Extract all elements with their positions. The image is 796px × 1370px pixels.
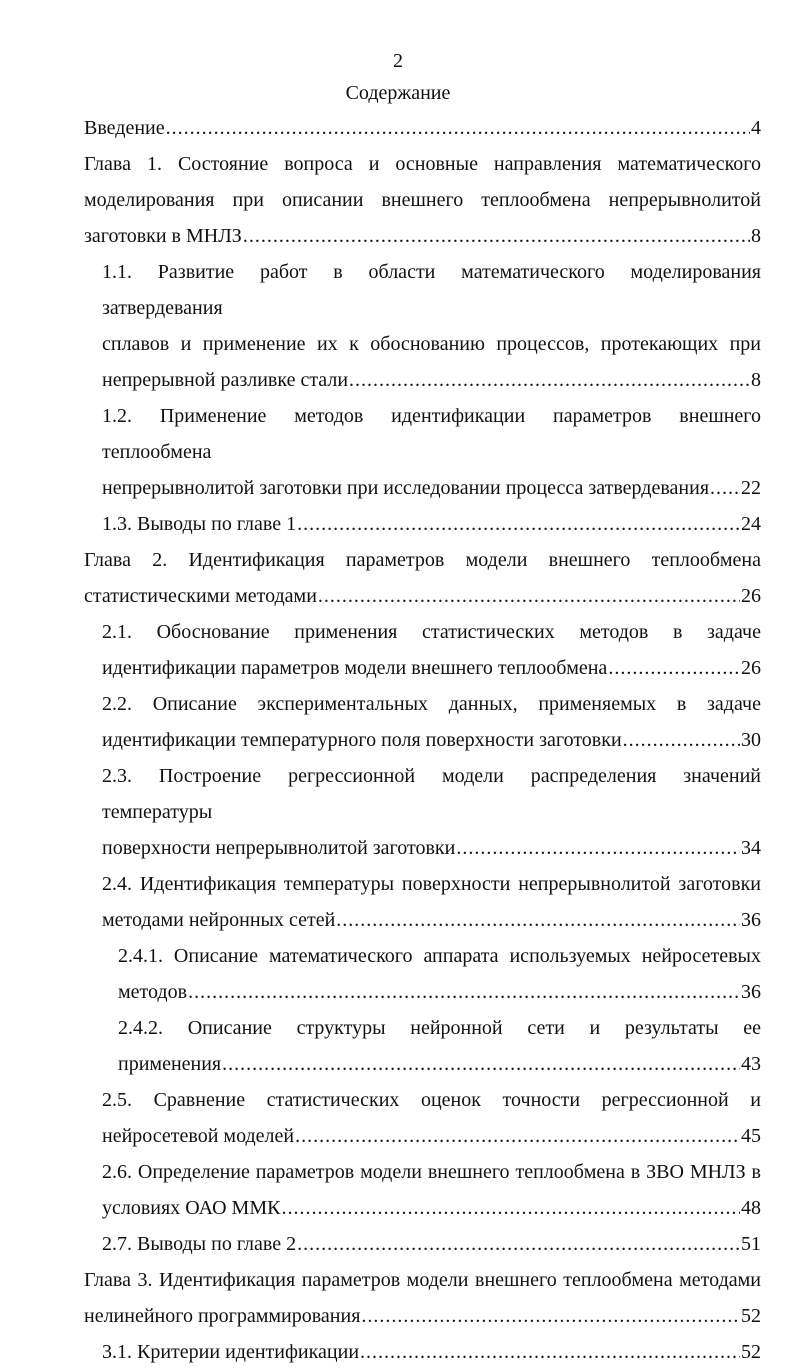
toc-entry-title: поверхности непрерывнолитой заготовки [102, 837, 456, 859]
toc-entry-title: условиях ОАО ММК [102, 1197, 281, 1219]
toc-entry-title: 3.1. Критерии идентификации [102, 1341, 360, 1363]
toc-entry-last-line [118, 1046, 761, 1082]
toc-page-number: 24 [741, 513, 761, 535]
toc-entry-title: непрерывной разливке стали [102, 369, 349, 391]
toc-entry-last-line [102, 362, 761, 398]
toc-page-number: 8 [751, 369, 761, 391]
toc-entry-line: 2.4.1. Описание математического аппарата используемых нейросетевых [118, 945, 761, 967]
toc-entry-last-line [102, 470, 761, 506]
toc-entry-last-line [102, 650, 761, 686]
toc-entry-title: 1.3. Выводы по главе 1 [102, 513, 297, 535]
toc-entry[interactable] [102, 254, 761, 398]
toc-entry-last-line [102, 1226, 761, 1262]
table-of-contents [0, 110, 796, 1370]
toc-entry-line: 2.4.2. Описание структуры нейронной сети и результаты ее [118, 1017, 761, 1039]
toc-entry[interactable] [102, 758, 761, 866]
toc-entry[interactable] [118, 1010, 761, 1082]
toc-entry-title: применения [118, 1053, 222, 1075]
toc-entry-last-line [102, 1118, 761, 1154]
toc-entry-title: нейросетевой моделей [102, 1125, 295, 1147]
dot-leader [349, 362, 750, 398]
toc-entry-title: непрерывнолитой заготовки при исследовании процесса затвердевания [102, 477, 710, 499]
toc-entry-line: 2.1. Обоснование применения статистических методов в задаче [102, 621, 761, 643]
toc-entry-title: методами нейронных сетей [102, 909, 336, 931]
toc-entry-title: методов [118, 981, 188, 1003]
dot-leader [243, 218, 750, 254]
dot-leader [608, 650, 740, 686]
dot-leader [188, 974, 740, 1010]
toc-entry-line: моделирования при описании внешнего теплообмена непрерывнолитой [84, 189, 761, 211]
toc-entry-last-line [102, 1190, 761, 1226]
page-title: Содержание [345, 82, 451, 104]
toc-page-number: 51 [741, 1233, 761, 1255]
dot-leader [222, 1046, 740, 1082]
toc-entry-last-line [84, 218, 761, 254]
toc-entry[interactable] [102, 1154, 761, 1226]
toc-entry-last-line [102, 722, 761, 758]
toc-entry[interactable] [102, 506, 761, 542]
toc-page-number: 22 [741, 477, 761, 499]
toc-entry-line: Глава 3. Идентификация параметров модели внешнего теплообмена методами [84, 1269, 761, 1291]
toc-page-number: 4 [751, 117, 761, 139]
toc-entry-line: Глава 2. Идентификация параметров модели внешнего теплообмена [84, 549, 761, 571]
toc-page-number: 26 [741, 657, 761, 679]
toc-page-number: 34 [741, 837, 761, 859]
toc-entry-line: 1.2. Применение методов идентификации параметров внешнего теплообмена [102, 405, 761, 463]
toc-entry-line: Глава 1. Состояние вопроса и основные направления математического [84, 153, 761, 175]
toc-entry-title: 2.7. Выводы по главе 2 [102, 1233, 297, 1255]
toc-entry-last-line [102, 830, 761, 866]
toc-entry-line: 2.4. Идентификация температуры поверхности непрерывнолитой заготовки [102, 873, 761, 895]
toc-page-number: 43 [741, 1053, 761, 1075]
toc-entry[interactable] [102, 398, 761, 506]
dot-leader [336, 902, 740, 938]
toc-entry-title: идентификации температурного поля поверхности заготовки [102, 729, 622, 751]
toc-entry-title: статистическими методами [84, 585, 317, 607]
toc-page-number: 30 [741, 729, 761, 751]
toc-page-number: 26 [741, 585, 761, 607]
dot-leader [361, 1298, 740, 1334]
toc-entry-title: заготовки в МНЛЗ [84, 225, 242, 247]
toc-entry-line: 2.6. Определение параметров модели внешнего теплообмена в ЗВО МНЛЗ в [102, 1161, 761, 1183]
dot-leader [360, 1334, 740, 1370]
toc-entry-line: 2.3. Построение регрессионной модели распределения значений температуры [102, 765, 761, 823]
toc-entry-last-line [84, 578, 761, 614]
dot-leader [281, 1190, 740, 1226]
toc-entry[interactable] [84, 542, 761, 614]
toc-page-number: 36 [741, 981, 761, 1003]
toc-entry[interactable] [102, 866, 761, 938]
toc-entry[interactable] [102, 1082, 761, 1154]
toc-entry-title: Введение [84, 117, 165, 139]
dot-leader [166, 110, 750, 146]
toc-page-number: 52 [741, 1341, 761, 1363]
dot-leader [456, 830, 740, 866]
toc-entry[interactable] [118, 938, 761, 1010]
toc-entry[interactable] [102, 614, 761, 686]
toc-entry-last-line [118, 974, 761, 1010]
toc-entry-line: сплавов и применение их к обоснованию процессов, протекающих при [102, 333, 761, 355]
toc-entry-last-line [102, 1334, 761, 1370]
toc-entry-line: 1.1. Развитие работ в области математического моделирования затвердевания [102, 261, 761, 319]
toc-entry[interactable] [102, 1226, 761, 1262]
dot-leader [297, 506, 740, 542]
toc-entry-last-line [84, 110, 761, 146]
toc-page-number: 48 [741, 1197, 761, 1219]
toc-entry-title: идентификации параметров модели внешнего теплообмена [102, 657, 608, 679]
toc-entry-last-line [102, 902, 761, 938]
toc-entry[interactable] [84, 146, 761, 254]
toc-entry-last-line [102, 506, 761, 542]
toc-entry[interactable] [102, 1334, 761, 1370]
toc-entry-line: 2.2. Описание экспериментальных данных, применяемых в задаче [102, 693, 761, 715]
toc-entry[interactable] [84, 110, 761, 146]
toc-page-number: 52 [741, 1305, 761, 1327]
toc-page-number: 36 [741, 909, 761, 931]
dot-leader [623, 722, 740, 758]
toc-entry-last-line [84, 1298, 761, 1334]
toc-page-number: 8 [751, 225, 761, 247]
dot-leader [295, 1118, 740, 1154]
dot-leader [710, 470, 740, 506]
toc-entry-line: 2.5. Сравнение статистических оценок точности регрессионной и [102, 1089, 761, 1111]
dot-leader [297, 1226, 740, 1262]
toc-page-number: 45 [741, 1125, 761, 1147]
toc-entry[interactable] [84, 1262, 761, 1334]
page-number: 2 [393, 50, 403, 72]
toc-entry-title: нелинейного программирования [84, 1305, 361, 1327]
dot-leader [318, 578, 740, 614]
toc-entry[interactable] [102, 686, 761, 758]
